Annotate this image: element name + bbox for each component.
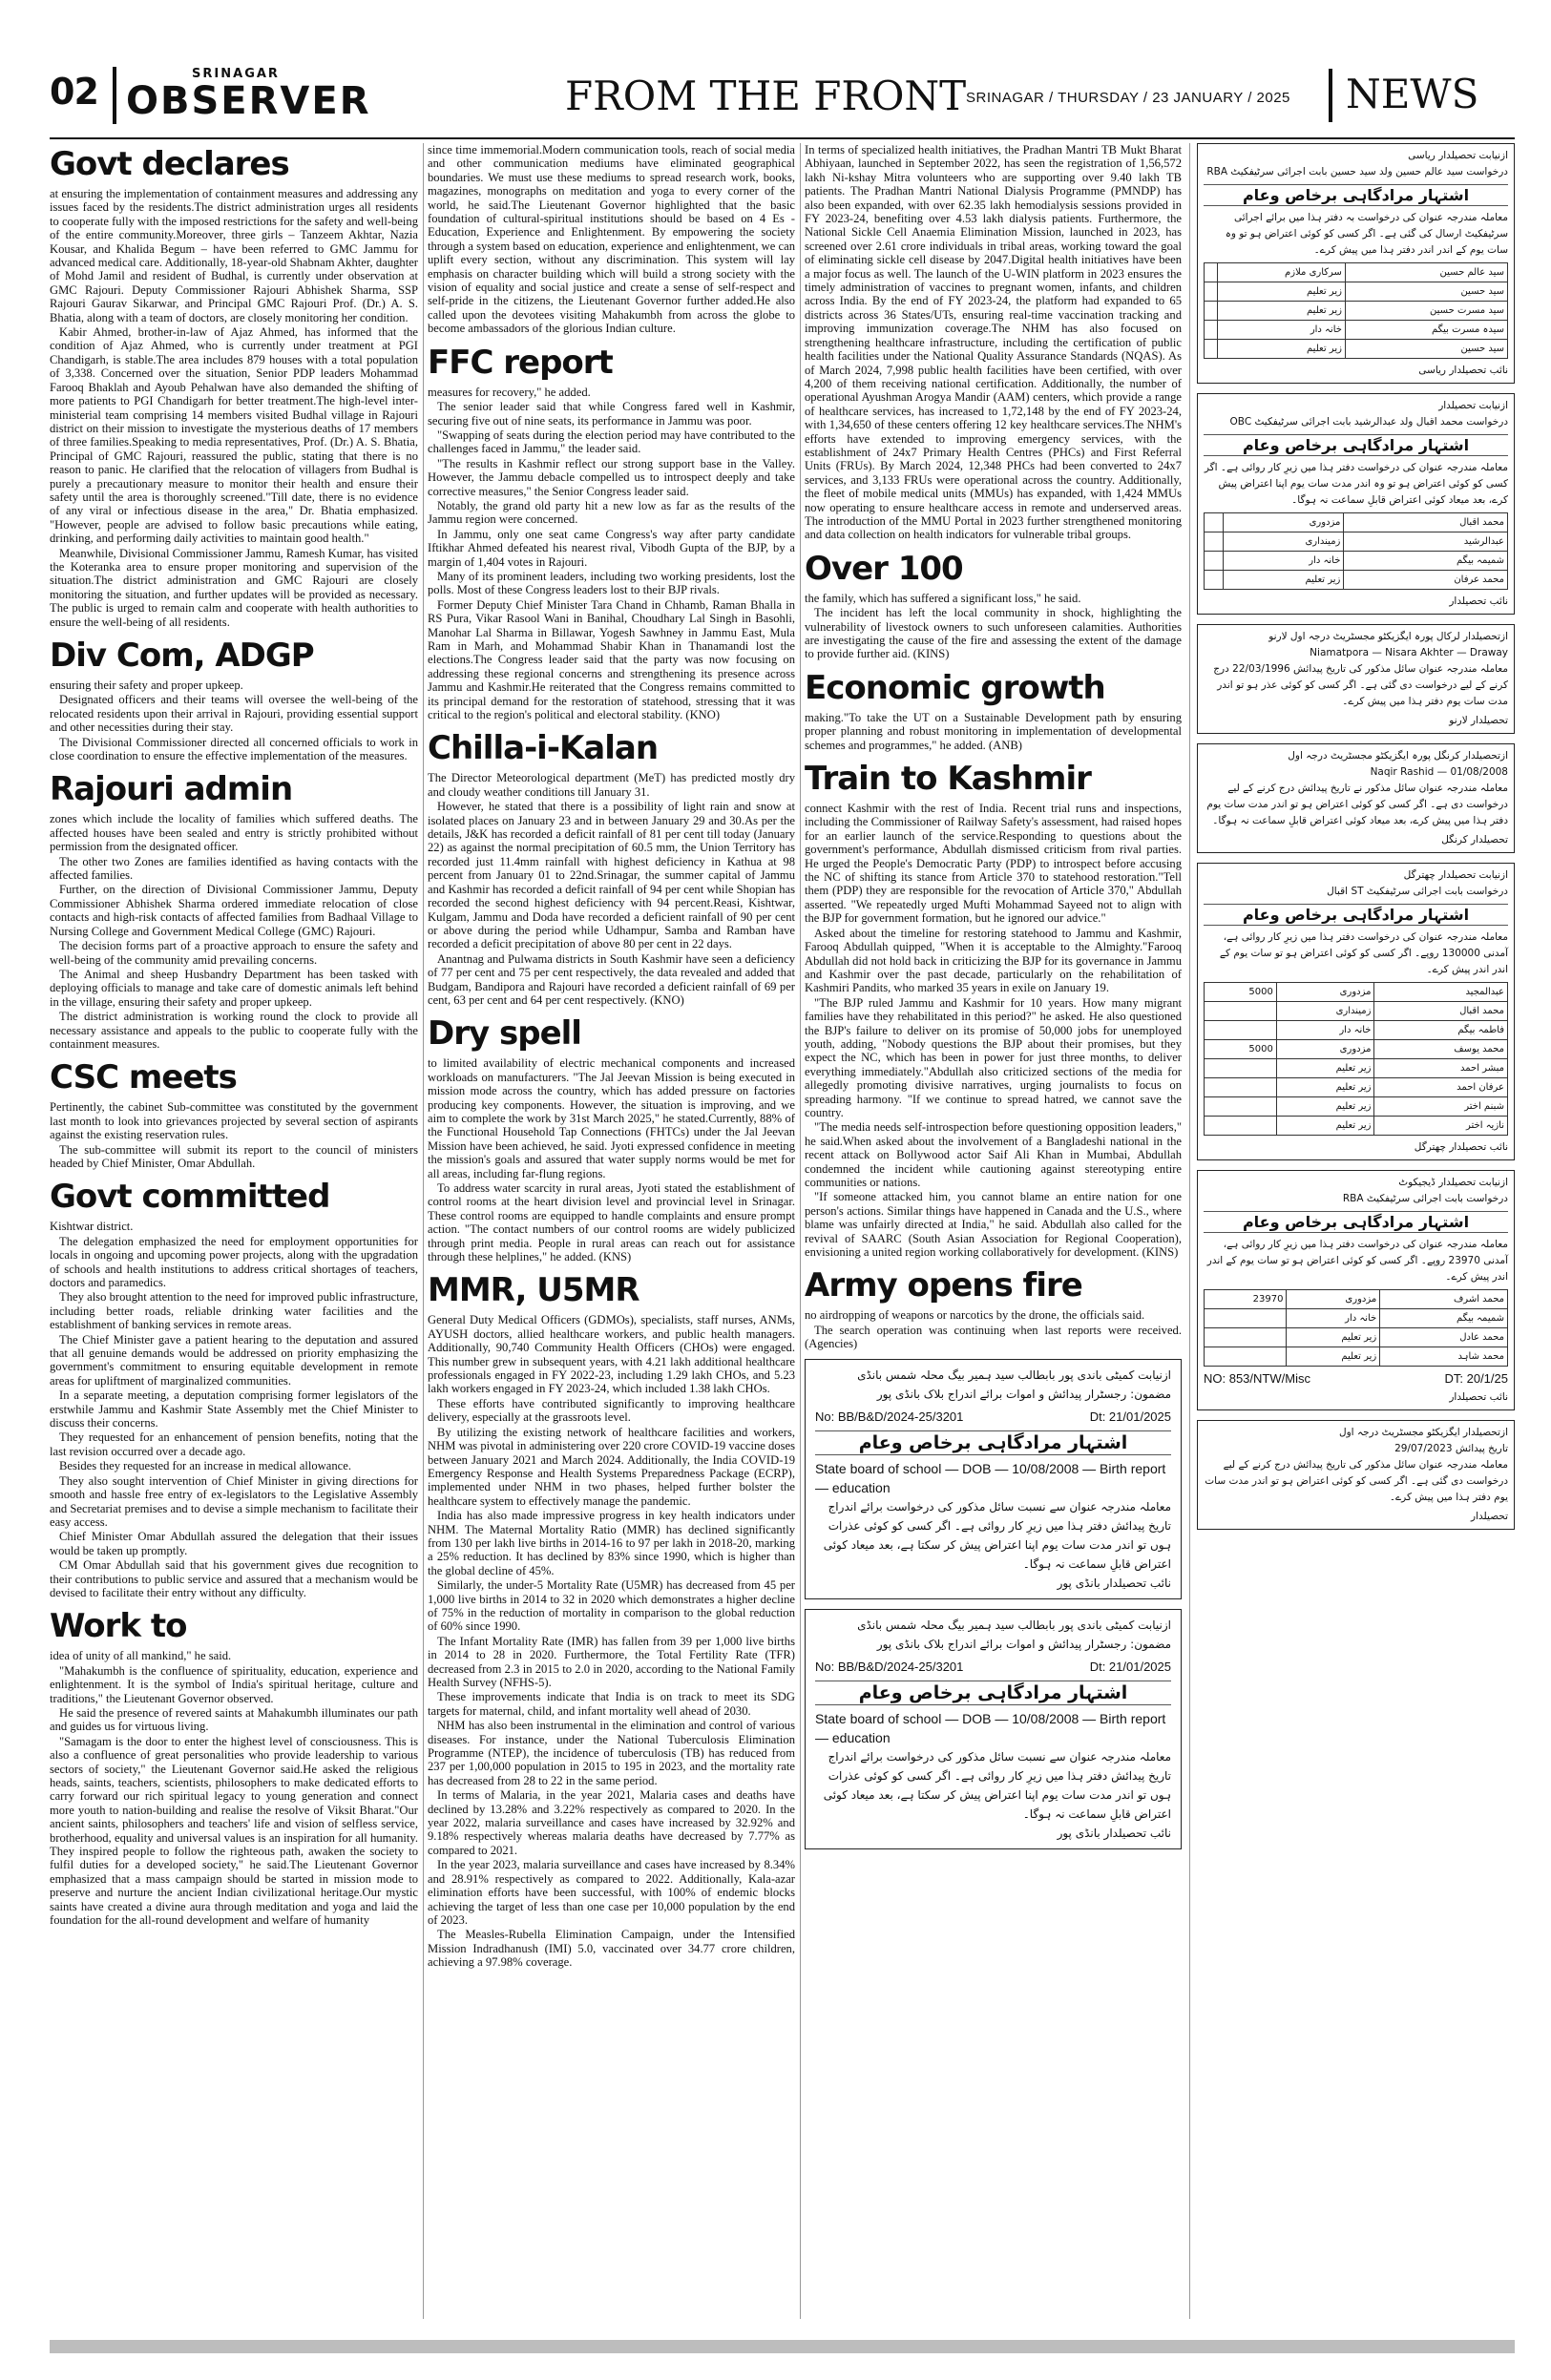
notice-table-row [1205,1097,1508,1117]
story-paragraph: since time immemorial.Modern communication tools, reach of social media and other communication mediums have eliminated geographical boundaries. We must use these mediums to spread research work, books, magazines, monographs on meditation and yoga to every corner of the world, he said.The Lieutenant Governor highlighted that the basic foundation of cultural-spiritual institutions should be based on 4 Es - Education, Experience and Enlightenment. By empowering the society through a system based on education, experience and enlightenment, we can uplift every section, without any discrimination. This system will lay emphasis on character building which will build a strong society with the vision of equality and social justice and create a sense of self-respect and self-pride in the citizens, the Lieutenant Governor further added.He also called upon the devotees visiting Mahakumbh from across the globe to become ambassadors of the glorious Indian culture. [428,143,795,336]
notice-table-cell: فاطمہ بیگم [1374,1021,1508,1040]
column-1 [50,143,418,2328]
story-paragraph: "The BJP ruled Jammu and Kashmir for 10 years. How many migrant families have they rehabilitated in this period?" he asked. He also questioned the BJP's failure to deliver on its promise of 50,000 jobs for unemployed youth, adding, "Nobody questions the BJP about their promises, but they expect the NC, which has been in power for just three months, to deliver everything immediately."Abdullah also criticized sections of the media for allegedly promoting divisive narratives, urging journalists to focus on spreading harmony. "If we continue to spread hatred, we cannot save the country. [805,995,1182,1119]
story-headline: Work to [50,1607,187,1646]
notice-table-cell [1205,321,1218,340]
notice-table-cell [1205,1117,1277,1136]
notice-table-cell: مزدوری [1276,1040,1374,1059]
classified-notice [1197,624,1515,734]
classified-notice [1197,393,1515,615]
notice-table-cell: خانہ دار [1218,321,1346,340]
notice-signature: تحصیلدار کرنگل [1441,834,1508,846]
notice-table-cell: عبدالرشید [1344,532,1508,552]
dateline: SRINAGAR / THURSDAY / 23 JANUARY / 2025 [966,90,1290,106]
classified-notice [1197,743,1515,853]
notice-signature: تحصیلدار لارنو [1449,715,1508,726]
story-headline: Govt committed [50,1178,330,1217]
story-paragraph: Similarly, the under-5 Mortality Rate (U5MR) has decreased from 45 per 1,000 live births in 2014 to 32 in 2020 which demonstrates a higher decline of 75% in the reduction of mortality in comparison to the global reduction of 60% since 1990. [428,1578,795,1634]
notice-table-cell [1205,552,1224,571]
notice-table-row [1205,1117,1508,1136]
story-paragraph: In the year 2023, malaria surveillance and cases have increased by 8.34% and 28.91% respectively as compared to 2022. Additionally, Kala-azar elimination efforts have been successful, with 100% of endemic blocks achieving the target of less than one case per 10,000 population by the end of 2023. [428,1858,795,1927]
story-paragraph: They also brought attention to the need for improved public infrastructure, including better roads, reliable drinking water facilities and the establishment of banking services in remote areas. [50,1290,418,1332]
section-title: FROM THE FRONT [565,73,967,119]
story-paragraph: The decision forms part of a proactive approach to ensure the safety and well-being of the community amid prevailing concerns. [50,939,418,967]
story-headline: FFC report [428,343,613,382]
column-3 [805,143,1182,2328]
public-notice [805,1359,1182,1599]
notice-title: اشتہار مرادگاہی برخاص وعام [1204,184,1508,206]
notice-title: اشتہار مرادگاہی برخاص وعام [1204,1211,1508,1233]
story-paragraph: The delegation emphasized the need for employment opportunities for locals in ongoing and upcoming power projects, along with the upgradation of schools and health institutions to address critical shortages of teachers, doctors and paramedics. [50,1234,418,1289]
notice-table-cell [1205,1078,1277,1097]
story-paragraph: Anantnag and Pulwama districts in South Kashmir have seen a deficiency of 77 per cent and 75 per cent respectively, the data revealed and added that Budgam, Bandipora and Rajouri have recorded a deficient rainfall of 69 per cent, 63 per cent and 64 per cent respectively. (KNO) [428,951,795,1007]
story-paragraph: idea of unity of all mankind," he said. [50,1649,232,1663]
news-story [805,143,1182,542]
story-paragraph: The other two Zones are families identified as having contacts with the affected families. [50,854,418,883]
notice-body: معاملہ مندرجہ عنوان کی درخواست دفتر ہذا میں زیرِ کار روائی ہے۔ اگر کسی کو کوئی اعتراض ہو تو وہ اندر مدت سات یوم اپنا اعتراض پیش کرے، بعد میعاد کوئی اعتراض قابلِ سماعت نہ ہوگا۔ [1204,462,1508,506]
section-label-news: NEWS [1346,71,1479,117]
notice-title: اشتہار مرادگاہی برخاص وعام [1204,904,1508,926]
column-3-classifieds [805,1359,1182,1849]
story-paragraph: the family, which has suffered a significant loss," he said. [805,591,1081,605]
notice-table [1204,262,1508,359]
notice-signature: نائب تحصیلدار بانڈی پور [1057,1576,1171,1590]
notice-office: ازتحصیلدار ایگزیکٹو مجسٹریٹ درجہ اول [1338,1427,1508,1438]
notice-body: معاملہ مندرجہ عنوان سائل مذکور کی تاریخ پیدائش درج کرنے کے لیے درخواست دی گئی ہے۔ اگر کسی کو کوئی اعتراض ہو تو اندر مدت سات یوم دفتر ہذا میں پیش کرے۔ [1205,1459,1508,1503]
news-story [50,1178,418,1599]
notice-reference [815,1408,1171,1427]
notice-table-cell: سید مسرت حسین [1345,302,1507,321]
story-paragraph: These improvements indicate that India is on track to meet its SDG targets for maternal, child, and infant mortality well ahead of 2030. [428,1690,795,1718]
news-story [50,145,418,629]
story-paragraph: They requested for an enhancement of pension benefits, noting that the last revision occurred over a decade ago. [50,1430,418,1458]
story-paragraph: India has also made impressive progress in key health indicators under NHM. The Maternal Mortality Ratio (MMR) has declined significantly from 130 per lakh live births in 2014-16 to 97 per lakh in 2018-20, marking a 25% reduction. It has declined by 83% since 1990, which is higher than the global decline of 45%. [428,1509,795,1577]
notice-subject: درخواست بابت اجرائی سرٹیفکیٹ RBA [1342,1193,1508,1204]
notice-table-cell: زیر تعلیم [1276,1059,1374,1078]
story-paragraph: Besides they requested for an increase in medical allowance. [59,1459,351,1473]
notice-table-cell: محمد اقبال [1344,513,1508,532]
notice-body: معاملہ مندرجہ عنوان کی درخواست بہ دفتر ہذا میں برائے اجرائی سرٹیفکیٹ ارسال کی گئی ہے۔ اگر کسی کو کوئی اعتراض ہو تو وہ سات یوم کے اندر اندر دفتر ہذا میں پیش کرے۔ [1225,212,1508,256]
story-paragraph: "Swapping of seats during the election period may have contributed to the challenges faced in Jammu," the leader said. [428,428,795,456]
notice-table-cell: سید حسین [1345,340,1507,359]
notice-signature: تحصیلدار [1471,1511,1508,1522]
notice-table-cell: نازیہ اختر [1374,1117,1508,1136]
notice-title: اشتہار مرادگاہی برخاص وعام [815,1430,1171,1455]
notice-table-cell [1205,1347,1287,1367]
notice-table-row [1205,1021,1508,1040]
story-paragraph: NHM has also been instrumental in the elimination and control of various diseases. For instance, under the National Tuberculosis Elimination Programme (NTEP), the incidence of tuberculosis (TB) has reduced from 237 per 1,00,000 population in 2015 to 195 in 2023, and the mortality rate has decreased from 28 to 22 in the same period. [428,1719,795,1787]
notice-table-cell [1205,282,1218,302]
notice-table-cell: شبنم اختر [1374,1097,1508,1117]
classified-notice [1197,1170,1515,1410]
notice-office: ازنیابت تحصیلدار چھترگل [1403,869,1508,881]
notice-reference [1204,1370,1508,1387]
story-paragraph: General Duty Medical Officers (GDMOs), specialists, staff nurses, ANMs, AYUSH doctors, allied healthcare workers, and public health managers. Additionally, 90,740 Community Health Officers (CHOs) were engaged. This number grew in subsequent years, with 4.21 lakh additional healthcare professionals engaged in FY 2022-23, including 1.29 lakh CHOs, and 5.23 lakh workers engaged in FY 2023-24, which included 1.38 lakh CHOs. [428,1313,795,1396]
story-paragraph: In terms of specialized health initiatives, the Pradhan Mantri TB Mukt Bharat Abhiyaan, launched in September 2022, has seen the registration of 1,56,572 lakh Ni-kshay Mitra volunteers who are supporting over 9.40 lakh TB patients. The Pradhan Mantri National Dialysis Programme (PMNDP) has also been expanded, with over 62.35 lakh hemodialysis sessions provided in FY 2023-24, benefiting over 4.53 lakh dialysis patients. Furthermore, the National Sickle Cell Anaemia Elimination Mission, launched in 2023, has screened over 2.61 crore individuals in tribal areas, working toward the goal of eliminating sickle cell disease by 2047.Digital health initiatives have been a major focus as well. The launch of the U-WIN platform in 2023 ensures the timely administration of vaccines to pregnant women, infants, and children across India. By the end of FY 2023-24, the platform had expanded to 65 districts across 36 States/UTs, ensuring real-time vaccination tracking and improving immunization coverage.The NHM has also focused on strengthening healthcare infrastructure, including the certification of public health facilities under the National Quality Assurance Standards (NQAS). As of March 2024, 7,998 public health facilities have been certified, with over 4,200 of them receiving national certification. Additionally, the number of operational Ayushman Arogya Mandir (AAM) centers, which provide a range of healthcare services, has increased to 1,72,148 by the end of FY 2023-24, with 1,34,650 of these centers offering 12 key healthcare services.The NHM's efforts have extended to improving emergency services, with the establishment of 24x7 Primary Health Centres (PHCs) and First Referral Units (FRUs). By March 2024, 12,348 PHCs had been converted to 24x7 services, and 3,133 FRUs were operational across the country. Additionally, the fleet of mobile medical units (MMUs) has expanded, with 1,424 MMUs now operating to ensure healthcare access in remote and underserved areas. The introduction of the MMU Portal in 2023 further strengthened monitoring and data collection on health indicators for vulnerable tribal groups. [805,143,1182,542]
notice-table-cell [1205,263,1218,282]
classified-notice [1197,143,1515,384]
notice-table-cell [1205,532,1224,552]
notice-table-cell: سید عالم حسین [1345,263,1507,282]
story-paragraph: "Samagam is the door to enter the highest level of consciousness. This is also a confluence of great personalities who provide leadership to various sectors of society," the Lieutenant Governor said.He asked the religious heads, saints, teachers, scientists, philosophers to make dedicated efforts to carry forward our rich spiritual legacy to young generation and connect more youth to nation-building and realise the resolve of Viksit Bharat."Our ancient saints, philosophers and teachers' life and vision of selfless service, brotherhood, equality and universal values is an inspiration for all humanity. They inspired people to follow the righteous path, awaken the society to fulfil duties for a developed society," he said.The Lieutenant Governor emphasized that a mass campaign should be started in mission mode to preserve and nurture the ancient Indian civilizational heritage.Our mystic saints have created a divine aura through meditation and yoga and laid the foundation for the all-round development and welfare of humanity [50,1734,418,1928]
notice-ref-number: NO: 853/NTW/Misc [1204,1371,1310,1386]
notice-table-cell [1205,340,1218,359]
notice-table-row [1205,532,1508,552]
column-rule [1189,143,1190,2319]
notice-office: ازنیابت تحصیلدار ریاسی [1408,150,1508,161]
story-headline: Train to Kashmir [805,760,1091,799]
notice-table-cell: زمینداری [1276,1002,1374,1021]
brand-city: SRINAGAR [192,67,280,81]
notice-table-row [1205,321,1508,340]
notice-table-cell: مزدوری [1287,1290,1380,1309]
notice-body: معاملہ مندرجہ عنوان سے نسبت سائل مذکور کی درخواست برائے اندراج تاریخ پیدائش دفتر ہذا میں زیرِ کار روائی ہے۔ اگر کسی کو کوئی عذرات ہوں تو اندر مدت سات یوم اپنا اعتراض پیش کر سکتا ہے، بعد میعاد کوئی اعتراض قابلِ سماعت نہ ہوگا۔ [823,1499,1171,1571]
notice-table-cell: خانہ دار [1287,1309,1380,1328]
classifieds-column [1197,143,1515,2328]
notice-table [1204,982,1508,1136]
notice-subject: درخواست محمد اقبال ولد عبدالرشید بابت اجرائی سرٹیفکیٹ OBC [1229,416,1508,428]
notice-table [1204,512,1508,590]
news-story [50,1058,418,1170]
page-number: 02 [50,71,98,113]
news-story [805,1266,1182,1350]
notice-ref-date: Dt: 21/01/2025 [1089,1409,1171,1424]
notice-title: اشتہار مرادگاہی برخاص وعام [815,1681,1171,1705]
notice-table-row [1205,1002,1508,1021]
notice-table-cell: زیر تعلیم [1276,1097,1374,1117]
notice-table-cell: محمد شاہد [1380,1347,1508,1367]
notice-table-row [1205,340,1508,359]
notice-subject: درخواست بابت اجرائی سرٹیفکیٹ ST اقبال [1327,886,1508,897]
column-rule [423,143,424,2319]
notice-table-row [1205,1328,1508,1347]
masthead [50,67,1515,136]
story-paragraph: Many of its prominent leaders, including two working presidents, lost the polls. Most of these Congress leaders lost to their BJP rivals. [428,569,795,597]
notice-office: ازتحصیلدار لرکال پورہ ایگزیکٹو مجسٹریٹ درجہ اول لارنو [1268,631,1508,642]
news-story [805,669,1182,752]
notice-table-row [1205,282,1508,302]
notice-subject: Niamatpora — Nisara Akhter — Draway [1310,647,1508,658]
story-paragraph: to limited availability of electric mechanical components and increased workloads on manufacturers. "The Jal Jeevan Mission is being executed in mission mode across the country, which has added pressure on factories producing key components. However, the situation is improving, and we aim to complete the work by 31st March 2025," he stated.Currently, 88% of the Functional Household Tap Connections (FHTCs) under the Jal Jeevan Mission have been achieved, he said. Jyoti expressed confidence in meeting the mission's goals and assured that water supply norms would be met for all areas, including far-flung regions. [428,1056,795,1180]
story-paragraph: The Infant Mortality Rate (IMR) has fallen from 39 per 1,000 live births in 2014 to 28 in 2020. Furthermore, the Total Fertility Rate (TFR) decreased from 2.3 in 2015 to 2.0 in 2020, according to the National Family Health Survey (NFHS-5). [428,1634,795,1689]
story-paragraph: By utilizing the existing network of healthcare facilities and workers, NHM was pivotal in administering over 220 crore COVID-19 vaccine doses between January 2021 and March 2024. Additionally, the India COVID-19 Emergency Response and Health Systems Preparedness Package (ECRP), implemented under NHM in two phases, helped further bolster the healthcare system to effectively manage the pandemic. [428,1425,795,1508]
story-paragraph: no airdropping of weapons or narcotics by the drone, the officials said. [805,1308,1145,1323]
story-paragraph: However, he stated that there is a possibility of light rain and snow at isolated places on January 23 and in between January 29 and 30.As per the details, J&K has recorded a deficit rainfall of 81 per cent till today (January 22) as against the normal precipitation of 60.5 mm, the Union Territory has recorded just 11.4mm rainfall with highest deficiency in Kathua at 98 percent from January 01 to 22nd.Srinagar, the summer capital of Jammu and Kashmir has recorded a deficit rainfall of 94 per cent while Shopian has recorded the second highest deficiency with 94 percent.Reasi, Kishtwar, Kulgam, Jammu and Doda have recorded a deficient rainfall of 90 per cent or above during the period while Udhampur, Samba and Ramban have recorded a deficit precipitation of above 80 per cent in 22 days. [428,800,795,951]
notice-table-cell: مزدوری [1224,513,1344,532]
news-story [428,1271,795,1969]
notice-signature: نائب تحصیلدار [1449,595,1508,607]
notice-table-cell: محمد یوسف [1374,1040,1508,1059]
news-story [428,1014,795,1263]
notice-table-cell: سرکاری ملازم [1218,263,1346,282]
story-paragraph: The Measles-Rubella Elimination Campaign, under the Intensified Mission Indradhanush (IMI) 5.0, vaccinated over 34.77 crore children, achieving a 97.98% coverage. [428,1928,795,1970]
notice-ref-date: Dt: 21/01/2025 [1089,1659,1171,1674]
story-paragraph: Further, on the direction of Divisional Commissioner Jammu, Deputy Commissioner Abhishek Sharma ordered immediate relocation of close contacts and high-risk contacts of affected families from Badhaal Village to Nursing College and Government Medical College (GMC) Rajouri. [50,883,418,938]
story-paragraph: at ensuring the implementation of containment measures and addressing any issues faced by the residents.The district administration urges all residents to cooperate fully with the imposed restrictions for the safety and well-being of the entire community.Moreover, three girls – Tanzeem Akhtar, Nazia Kousar, and Khalida Begum – have been referred to GMC Jammu for advanced medical care. Additionally, 18-year-old Shabnam Akhter, daughter of Mohd Jamil and resident of Budhal, is currently under observation at GMC Rajouri. Deputy Commissioner Rajouri Abhishek Sharma, SSP Rajouri Gaurav Sikarwar, and Principal GMC Rajouri Prof. (Dr.) A. S. Bhatia, along with a team of doctors, are closely monitoring her condition. [50,187,418,324]
story-headline: Dry spell [428,1014,581,1054]
notice-table-cell [1205,1059,1277,1078]
story-headline: Govt declares [50,145,289,183]
notice-table-row [1205,1059,1508,1078]
notice-title: اشتہار مرادگاہی برخاص وعام [1204,434,1508,456]
story-headline: CSC meets [50,1058,237,1097]
notice-table-cell: عرفان احمد [1374,1078,1508,1097]
story-paragraph: In Jammu, only one seat came Congress's way after party candidate Iftikhar Ahmed defeated his nearest rival, Vibodh Gupta of the BJP, by a margin of 1,404 votes in Rajouri. [428,527,795,569]
notice-table-cell: 5000 [1205,983,1277,1002]
notice-table-row [1205,263,1508,282]
story-paragraph: In terms of Malaria, in the year 2021, Malaria cases and deaths have declined by 13.28% and 3.22% respectively as compared to 2020. In the year 2022, malaria surveillance and cases have increased by 32.92% and 9.18% respectively whereas malaria deaths have decreased by 7.77% as compared to 2021. [428,1788,795,1857]
story-paragraph: "The results in Kashmir reflect our strong support base in the Valley. However, the Jammu debacle compelled us to introspect deeply and take corrective measures," the Senior Congress leader said. [428,456,795,498]
story-paragraph: Kabir Ahmed, brother-in-law of Ajaz Ahmed, has informed that the condition of Ajaz Ahmed, who is currently under treatment at PGI Chandigarh, is stable.The area includes 879 houses with a total population of 3,338. Concerned over the situation, Senior PDP leaders Mohammad Farooq Bhaklah and Ayoub Pehalwan have also demanded the shifting of more patients to PGI Chandigarh for better treatment.The high-level inter-ministerial team comprising 14 members visited Budhal village in Rajouri district on their mission to investigate the mysterious deaths of 17 members of three families.Speaking to media representatives, Prof. (Dr.) A. S. Bhatia, Principal of GMC Rajouri, reassured the public, stating that there is no reason to panic. He clarified that the relocation of villagers from Budhal is purely a precautionary measure to monitor their health and ensure their safety until the area is thoroughly screened."Till date, there is no evidence of any viral or infectious disease in the area," Dr. Bhatia emphasized. "However, people are advised to follow basic precautions while eating, drinking, and performing daily activities to maintain good health." [50,325,418,546]
notice-table-cell: محمد عرفان [1344,571,1508,590]
story-paragraph: Designated officers and their teams will oversee the well-being of the relocated residents upon their arrival in Rajouri, providing essential support and other necessities during their stay. [50,693,418,735]
notice-table-row [1205,1040,1508,1059]
story-headline: Over 100 [805,549,963,588]
notice-table-cell: 23970 [1205,1290,1287,1309]
notice-table-cell: زمینداری [1224,532,1344,552]
story-headline: Chilla-i-Kalan [428,729,659,768]
notice-body: معاملہ مندرجہ عنوان کی درخواست دفتر ہذا میں زیرِ کار روائی ہے، آمدنی 130000 روپے۔ اگر کسی کو کوئی اعتراض ہو تو سات یوم کے اندر اندر پیش کرے۔ [1219,931,1508,975]
story-paragraph: They also sought intervention of Chief Minister in giving directions for smooth and hassle free entry of ex-legislators to the Legislative Assembly and Secretariat premises and to devise a simple mechanism to facilitate their easy access. [50,1473,418,1529]
story-headline: MMR, U5MR [428,1271,639,1310]
notice-table-row [1205,571,1508,590]
news-story [428,143,795,336]
story-paragraph: zones which include the locality of families which suffered deaths. The affected houses have been sealed and entry is strictly prohibited without permission from the designated officer. [50,812,418,854]
footer-bar [50,2340,1515,2353]
story-paragraph: CM Omar Abdullah said that his government gives due recognition to their contributions to public service and assured that a mechanism would be devised to facilitate their entry without any difficulty. [50,1558,418,1599]
story-paragraph: Chief Minister Omar Abdullah assured the delegation that their issues would be taken up promptly. [50,1530,418,1557]
story-paragraph: making."To take the UT on a Sustainable Development path by ensuring proper planning and robust monitoring in implementation of developmental schemes and programmes," he added. (ANB) [805,710,1182,752]
notice-subject: مضمون: رجسٹرار پیدائش و اموات برائے اندراج بلاک بانڈی پور [876,1387,1171,1401]
notice-table-cell: زیر تعلیم [1218,282,1346,302]
notice-table-cell: مبشر احمد [1374,1059,1508,1078]
notice-ref-number: No: BB/B&D/2024-25/3201 [815,1409,964,1424]
notice-table-row [1205,1309,1508,1328]
notice-table-cell: محمد اشرف [1380,1290,1508,1309]
notice-table-cell: خانہ دار [1276,1021,1374,1040]
notice-office: ازنیابت کمیٹی باندی پور بابطالب سید ہمیر بیگ محلہ شمس بانڈی [857,1367,1171,1382]
notice-signature: نائب تحصیلدار ریاسی [1418,365,1508,376]
story-paragraph: The Chief Minister gave a patient hearing to the deputation and assured that all genuine demands would be addressed on priority emphasizing the government's commitment to ensuring equitable development in remote areas for upliftment of marginalized communities. [50,1332,418,1388]
story-paragraph: To address water scarcity in rural areas, Jyoti stated the establishment of control rooms at the heart division level and provincial level in Srinagar. These control rooms are equipped to handle complaints and ensure prompt action. "The contact numbers of our control rooms are widely publicized through print media. People in rural areas can reach out for assistance through these helplines," he added. (KNS) [428,1181,795,1264]
classified-notice [1197,863,1515,1160]
notice-ref-date: DT: 20/1/25 [1444,1371,1508,1386]
story-paragraph: The Divisional Commissioner directed all concerned officials to work in close coordination to ensure the effective implementation of the measures. [50,735,418,763]
story-paragraph: These efforts have contributed significantly to improving healthcare delivery, especially at the grassroots level. [428,1396,795,1425]
masthead-rule [50,137,1515,139]
notice-table-row [1205,1290,1508,1309]
notice-table-cell: زیر تعلیم [1276,1078,1374,1097]
notice-table-cell: زیر تعلیم [1287,1347,1380,1367]
notice-ref-number: No: BB/B&D/2024-25/3201 [815,1659,964,1674]
story-paragraph: Meanwhile, Divisional Commissioner Jammu, Ramesh Kumar, has visited the Koteranka area to ensure proper monitoring and supervision of the situation.The district administration and GMC Rajouri are closely monitoring the situation, and further updates will be provided as necessary. The public is urged to remain calm and cooperate with health authorities to ensure the well-being of all residents. [50,546,418,629]
story-paragraph: "The media needs self-introspection before questioning opposition leaders," he said.When asked about the involvement of a Bangladeshi national in the recent attack on Bollywood actor Saif Ali Khan in Mumbai, Abdullah condemned the incident while cautioning against stereotyping entire communities or nations. [805,1120,1182,1189]
notice-table-row [1205,552,1508,571]
story-paragraph: Notably, the grand old party hit a new low as far as the results of the Jammu region were concerned. [428,498,795,527]
notice-table-row [1205,1347,1508,1367]
story-paragraph: measures for recovery," he added. [428,385,591,399]
notice-table-cell [1205,571,1224,590]
notice-subject: Naqir Rashid — 01/08/2008 [1370,766,1508,778]
notice-reference [815,1658,1171,1677]
notice-table-cell [1205,1002,1277,1021]
story-headline: Div Com, ADGP [50,637,314,675]
notice-table-cell: زیر تعلیم [1218,302,1346,321]
public-notice [805,1609,1182,1849]
notice-table-cell: سیدہ مسرت بیگم [1345,321,1507,340]
story-paragraph: connect Kashmir with the rest of India. Recent trial runs and inspections, including the Commissioner of Railway Safety's assessment, had raised hopes for an earlier launch of the service.Responding to questions about the government's performance, Abdullah dismissed criticism from rival parties. He urged the People's Democratic Party (PDP) to introspect before accusing the NC of shifting its stance from Article 370 to statehood restoration."Tell them (PDP) they are responsible for the revocation of Article 370," Abdullah asserted. "We repeatedly urged Mufti Mohammad Sayeed not to align with the BJP for government formation, but he ignored our advice." [805,802,1182,926]
story-paragraph: ensuring their safety and proper upkeep. [50,679,243,692]
notice-table-cell: شمیمہ بیگم [1344,552,1508,571]
story-paragraph: In a separate meeting, a deputation comprising former legislators of the erstwhile Jammu and Kashmir State Assembly met the Chief Minister to discuss their concerns. [50,1388,418,1430]
notice-table-cell: زیر تعلیم [1287,1328,1380,1347]
notice-signature: نائب تحصیلدار [1449,1391,1508,1403]
notice-signature: نائب تحصیلدار بانڈی پور [1057,1826,1171,1840]
notice-body: معاملہ مندرجہ عنوان سائل مذکور نے تاریخ پیدائش درج کرنے کے لیے درخواست دی ہے۔ اگر کسی کو کوئی اعتراض ہو تو اندر مدت سات یوم دفتر ہذا میں پیش کرے، بعد میعاد کوئی اعتراض قابلِ سماعت نہ ہوگا۔ [1206,783,1508,826]
story-paragraph: Asked about the timeline for restoring statehood to Jammu and Kashmir, Farooq Abdullah quipped, "When it is acceptable to the Almighty."Farooq Abdullah did not hold back in criticizing the BJP for its governance in Jammu and Kashmir over the past decade, particularly on the rehabilitation of Kashmiri Pandits, who marked 35 years in exile on January 19. [805,926,1182,995]
notice-signature: نائب تحصیلدار چھترگل [1414,1141,1508,1153]
notice-table-cell: زیر تعلیم [1218,340,1346,359]
news-story [50,770,418,1051]
news-story [50,1607,418,1927]
notice-table-cell: محمد اقبال [1374,1002,1508,1021]
notice-table-row [1205,513,1508,532]
notice-table-cell [1205,1021,1277,1040]
news-story [428,344,795,722]
notice-table-cell [1205,1097,1277,1117]
column-3-stories [805,143,1182,1351]
story-paragraph: The district administration is working round the clock to provide all necessary assistance and appeals to the public to cooperate fully with the containment measures. [50,1010,418,1051]
masthead-divider [113,67,116,124]
notice-office: ازنیابت تحصیلدار ڈیجیکوٹ [1398,1177,1508,1188]
notice-table-cell [1205,513,1224,532]
notice-details: State board of school — DOB — 10/08/2008 — Birth report — education [815,1460,1166,1495]
notice-table-cell: 5000 [1205,1040,1277,1059]
story-headline: Economic growth [805,668,1105,707]
notice-table-cell: مزدوری [1276,983,1374,1002]
story-paragraph: Former Deputy Chief Minister Tara Chand in Chhamb, Raman Bhalla in RS Pura, Vikar Rasool Wani in Banihal, Choudhary Lal Singh in Basohli, Manohar Lal Sharma in Billawar, Yogesh Sawhney in Jammu East, Mula Ram in Marh, and Mohammad Shabir Khan in Thanamandi lost the elections.The Congress leader said that the party was now focusing on addressing these regional concerns and strengthening its presence across Jammu and Kashmir.He reiterated that the Congress remains committed to its principal demand for the restoration of statehood, stressing that it was critical to the region's political and electoral stability. (KNO) [428,597,795,722]
notice-table-cell [1205,1328,1287,1347]
story-paragraph: "Mahakumbh is the confluence of spirituality, education, experience and enlightenment. It is the symbol of India's spiritual heritage, culture and traditions," the Lieutenant Governor observed. [50,1663,418,1705]
notice-body: معاملہ مندرجہ عنوان سائل مذکور کی تاریخ پیدائش 22/03/1996 درج کرنے کے لیے درخواست دی گئی ہے۔ اگر کسی کو کوئی عذر ہو تو اندر مدت سات یوم دفتر ہذا میں پیش کرے۔ [1213,663,1508,707]
story-paragraph: He said the presence of revered saints at Mahakumbh illuminates our path and guides us for virtuous living. [50,1705,418,1734]
notice-table [1204,1289,1508,1367]
news-divider [1329,69,1332,122]
notice-table-cell: سید حسین [1345,282,1507,302]
brand-name: OBSERVER [126,79,371,123]
notice-office: ازنیابت کمیٹی باندی پور بابطالب سید ہمیر بیگ محلہ شمس بانڈی [857,1618,1171,1632]
notice-subject: مضمون: رجسٹرار پیدائش و اموات برائے اندراج بلاک بانڈی پور [876,1637,1171,1651]
notice-table-cell: محمد عادل [1380,1328,1508,1347]
story-paragraph: The Animal and sheep Husbandry Department has been tasked with deploying officials to manage and take care of domestic animals left behind in the village, ensuring their safety and proper upkeep. [50,967,418,1009]
story-paragraph: Kishtwar district. [50,1220,134,1234]
news-story [50,637,418,762]
notice-table-cell: زیر تعلیم [1276,1117,1374,1136]
story-paragraph: The search operation was continuing when last reports were received. (Agencies) [805,1323,1182,1351]
notice-body: معاملہ مندرجہ عنوان کی درخواست دفتر ہذا میں زیرِ کار روائی ہے، آمدنی 23970 روپے۔ اگر کسی کو کوئی اعتراض ہو تو سات یوم کے اندر اندر پیش کرے۔ [1206,1239,1508,1283]
column-2 [428,143,795,2328]
story-paragraph: The incident has left the local community in shock, highlighting the vulnerability of livestock owners to such unforeseen calamities. Authorities are investigating the cause of the fire and assessing the extent of the damage to provide further aid. (KINS) [805,606,1182,661]
story-paragraph: The Director Meteorological department (MeT) has predicted mostly dry and cloudy weather conditions till January 31. [428,771,795,799]
notice-details: State board of school — DOB — 10/08/2008 — Birth report — education [815,1710,1166,1745]
notice-table-cell: خانہ دار [1224,552,1344,571]
notice-table-row [1205,1078,1508,1097]
notice-office: ازنیابت تحصیلدار [1438,400,1508,411]
notice-table-cell: شمیمہ بیگم [1380,1309,1508,1328]
story-paragraph: "If someone attacked him, you cannot blame an entire nation for one person's actions. Similar things have happened in Canada and the U.S., where blame was unfairly directed at India," he said. Abdullah also called for the revival of SAARC (South Asian Association for Regional Cooperation), envisioning a united region working collaboratively for development. (KINS) [805,1190,1182,1260]
column-rule [800,143,801,2319]
notice-table-cell: زیر تعلیم [1224,571,1344,590]
notice-table-cell: عبدالمجید [1374,983,1508,1002]
brand-logo [126,67,371,121]
news-story [805,760,1182,1259]
notice-table-cell [1205,302,1218,321]
news-story [805,550,1182,661]
notice-table-row [1205,302,1508,321]
story-headline: Rajouri admin [50,770,293,809]
story-paragraph: The sub-committee will submit its report to the council of ministers headed by Chief Minister, Omar Abdullah. [50,1142,418,1170]
notice-table-cell [1205,1309,1287,1328]
classified-notice [1197,1420,1515,1530]
notice-office: ازتحصیلدار کرنگل پورہ ایگزیکٹو مجسٹریٹ درجہ اول [1288,750,1508,762]
notice-table-row [1205,983,1508,1002]
story-paragraph: The senior leader said that while Congress fared well in Kashmir, securing five out of nine seats, its performance in Jammu was poor. [428,400,795,428]
notice-subject: درخواست سید عالم حسین ولد سید حسین بابت اجرائی سرٹیفکیٹ RBA [1206,166,1508,177]
news-story [428,729,795,1007]
notice-body: معاملہ مندرجہ عنوان سے نسبت سائل مذکور کی درخواست برائے اندراج تاریخ پیدائش دفتر ہذا میں زیرِ کار روائی ہے۔ اگر کسی کو کوئی عذرات ہوں تو اندر مدت سات یوم اپنا اعتراض پیش کر سکتا ہے، بعد میعاد کوئی اعتراض قابلِ سماعت نہ ہوگا۔ [823,1749,1171,1821]
notice-subject: تاریخ پیدائش 29/07/2023 [1394,1443,1508,1454]
story-paragraph: Pertinently, the cabinet Sub-committee was constituted by the government last month to look into grievances projected by several section of aspirants against the existing reservation rules. [50,1100,418,1142]
story-headline: Army opens fire [805,1266,1082,1305]
